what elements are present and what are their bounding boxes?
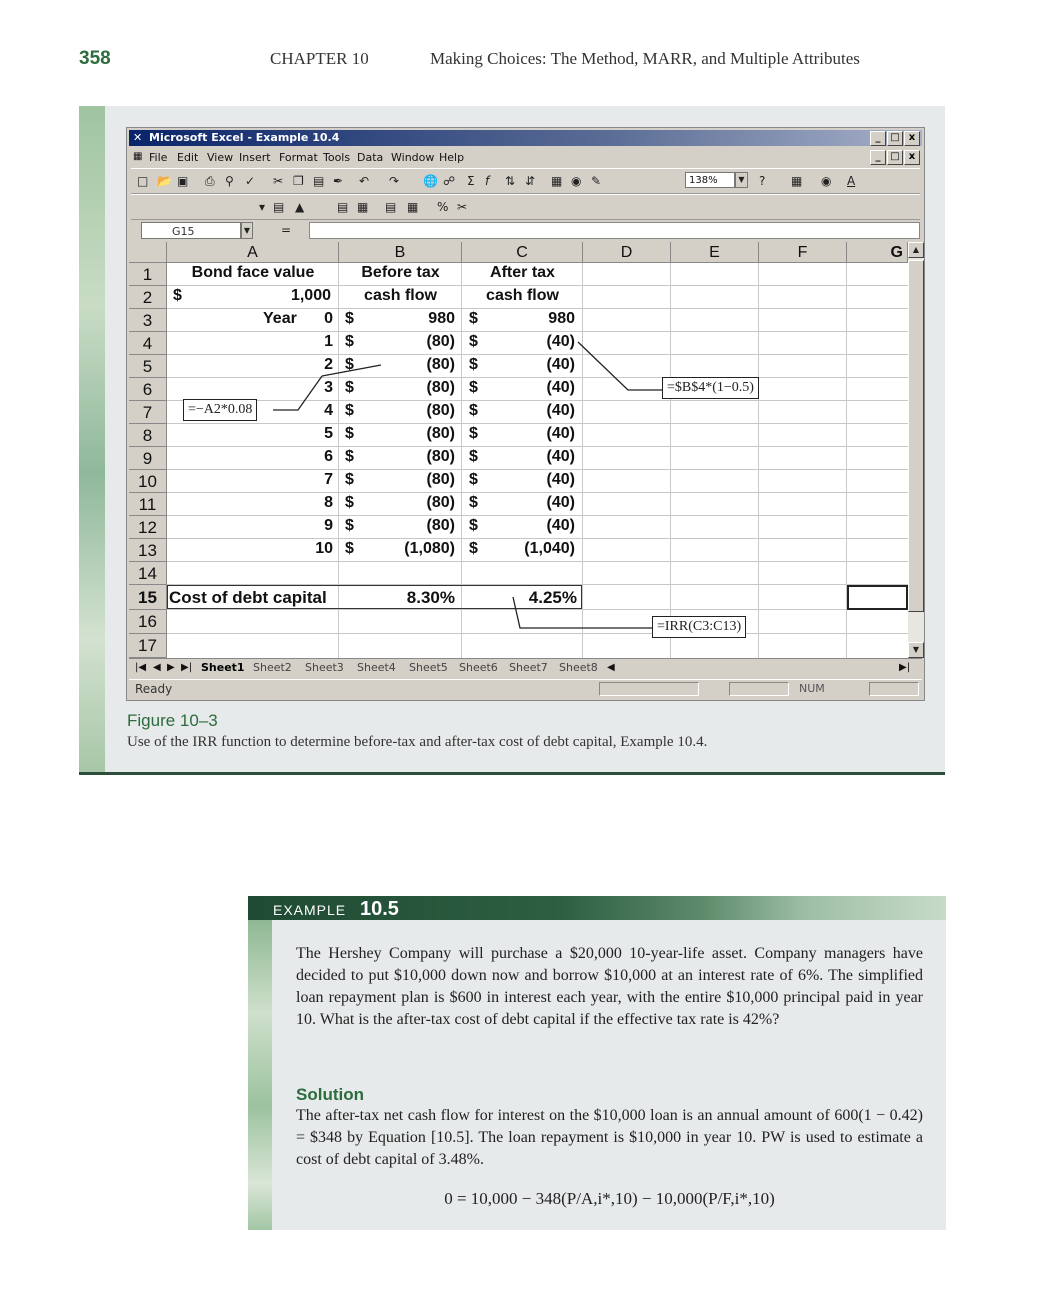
menu-edit[interactable]: Edit xyxy=(177,151,199,164)
row-header[interactable]: 1 xyxy=(129,263,167,286)
row-header[interactable]: 2 xyxy=(129,286,167,309)
menu-help[interactable]: Help xyxy=(439,151,465,164)
row-header[interactable]: 5 xyxy=(129,355,167,378)
row-header[interactable]: 4 xyxy=(129,332,167,355)
cell-year[interactable]: 10 xyxy=(315,540,333,557)
cell-year[interactable]: 4 xyxy=(324,402,333,419)
menu-data[interactable]: Data xyxy=(357,151,384,164)
figure-caption: Use of the IRR function to determine before-tax and after-tax cost of debt capital, Example 10.4. xyxy=(127,734,708,750)
cell-c-value[interactable]: (40) xyxy=(546,517,575,534)
cell-b15[interactable]: 8.30% xyxy=(406,588,455,607)
cell-b-currency[interactable]: $ xyxy=(345,402,354,419)
copy-icon[interactable]: ❐ xyxy=(293,174,304,188)
chart-wizard-icon[interactable]: ▦ xyxy=(551,174,563,188)
cell-b-currency[interactable]: $ xyxy=(345,333,354,350)
row-header[interactable]: 10 xyxy=(129,470,167,493)
scissors-icon[interactable]: ✂ xyxy=(457,200,468,214)
first-sheet-icon[interactable]: |◀ xyxy=(135,662,147,673)
year-label[interactable]: Year xyxy=(263,310,297,327)
cell-b-currency[interactable]: $ xyxy=(345,471,354,488)
audit-icon[interactable]: ▲ xyxy=(295,200,305,214)
function-icon[interactable]: f xyxy=(485,174,490,188)
cell-b-currency[interactable]: $ xyxy=(345,494,354,511)
cell-year[interactable]: 2 xyxy=(324,356,333,373)
paste-options-icon[interactable]: ▤ xyxy=(273,200,285,214)
status-num: NUM xyxy=(799,682,825,695)
chapter-label: CHAPTER 10 xyxy=(270,49,369,68)
cell-b-value[interactable]: (80) xyxy=(426,494,455,511)
sort-ascending-icon[interactable]: ⇅ xyxy=(505,174,516,188)
cell-year[interactable]: 6 xyxy=(324,448,333,465)
column-header-g[interactable]: G xyxy=(847,242,908,263)
spelling-icon[interactable]: ✓ xyxy=(245,174,256,188)
cell-b1[interactable]: Before tax xyxy=(361,264,440,281)
row-header[interactable]: 16 xyxy=(129,610,167,634)
format-painter-icon[interactable]: ✒ xyxy=(333,174,344,188)
cell-c15[interactable]: 4.25% xyxy=(528,588,577,607)
cell-c-currency[interactable]: $ xyxy=(469,448,478,465)
cell-c-value[interactable]: (1,040) xyxy=(524,540,575,557)
menu-insert[interactable]: Insert xyxy=(239,151,271,164)
row-header[interactable]: 17 xyxy=(129,634,167,658)
cell-b-value[interactable]: (80) xyxy=(426,402,455,419)
cell-year[interactable]: 8 xyxy=(324,494,333,511)
cell-c-currency[interactable]: $ xyxy=(469,425,478,442)
cell-b-currency[interactable]: $ xyxy=(345,540,354,557)
figure-label: Figure 10–3 xyxy=(127,711,218,730)
cell-c-currency[interactable]: $ xyxy=(469,379,478,396)
menu-file[interactable]: File xyxy=(149,151,168,164)
paste-icon[interactable]: ▤ xyxy=(313,174,325,188)
example-number: 10.5 xyxy=(360,898,399,920)
scroll-down-icon[interactable]: ▼ xyxy=(908,642,924,658)
cell-year[interactable]: 0 xyxy=(324,310,333,327)
row-header[interactable]: 15 xyxy=(129,585,167,610)
sort-descending-icon[interactable]: ⇵ xyxy=(525,174,536,188)
window-title: Microsoft Excel - Example 10.4 xyxy=(149,131,340,144)
font-color-icon[interactable]: A xyxy=(847,174,856,188)
save-icon[interactable]: ▣ xyxy=(177,174,189,188)
column-header-f[interactable]: F xyxy=(759,242,847,263)
cell-b-currency[interactable]: $ xyxy=(345,356,354,373)
maximize-button[interactable]: □ xyxy=(887,131,903,146)
new-icon[interactable]: □ xyxy=(137,174,149,188)
undo-icon[interactable]: ↶ xyxy=(359,174,370,188)
cell-year[interactable]: 3 xyxy=(324,379,333,396)
cell-c-value[interactable]: 980 xyxy=(548,310,575,327)
cell-a15[interactable]: Cost of debt capital xyxy=(169,588,327,607)
table-icon[interactable]: ▦ xyxy=(407,200,419,214)
cell-b-value[interactable]: 980 xyxy=(428,310,455,327)
row-header[interactable]: 12 xyxy=(129,516,167,539)
doc-close-button[interactable]: x xyxy=(904,150,920,165)
cell-b-value[interactable]: (80) xyxy=(426,379,455,396)
example-banner xyxy=(248,896,946,920)
tab-sheet1[interactable]: Sheet1 xyxy=(201,661,245,674)
chevron-down-icon[interactable]: ▼ xyxy=(735,172,748,188)
column-header-b[interactable]: B xyxy=(339,242,462,263)
align-icon[interactable]: ▦ xyxy=(357,200,369,214)
print-preview-icon[interactable]: ⚲ xyxy=(225,174,234,188)
cell-c2[interactable]: cash flow xyxy=(486,287,559,304)
last-sheet-icon[interactable]: ▶| xyxy=(181,662,193,673)
solution-heading: Solution xyxy=(296,1085,364,1104)
row-header[interactable]: 7 xyxy=(129,401,167,424)
minimize-button[interactable]: _ xyxy=(870,131,886,146)
chapter-title: Making Choices: The Method, MARR, and Multiple Attributes xyxy=(430,49,860,68)
cell-b-value[interactable]: (80) xyxy=(426,448,455,465)
fill-color-icon[interactable]: ◉ xyxy=(821,174,832,188)
tab-scroll-icon[interactable]: ◀ xyxy=(607,662,615,673)
cell-a2-currency[interactable]: $ xyxy=(173,287,182,304)
status-ready: Ready xyxy=(135,682,173,696)
close-button[interactable]: x xyxy=(904,131,920,146)
name-box[interactable]: G15 xyxy=(141,222,241,239)
cell-year[interactable]: 9 xyxy=(324,517,333,534)
cell-c-currency[interactable]: $ xyxy=(469,540,478,557)
callout-irr-formula: =IRR(C3:C13) xyxy=(652,616,746,638)
cell-c-value[interactable]: (40) xyxy=(546,333,575,350)
example-label: EXAMPLE xyxy=(273,902,347,918)
row-header[interactable]: 14 xyxy=(129,562,167,585)
hscroll-right-icon[interactable]: ▶| xyxy=(899,662,911,673)
cell-c-currency[interactable]: $ xyxy=(469,356,478,373)
menu-format[interactable]: Format xyxy=(279,151,318,164)
solution-equation: 0 = 10,000 − 348(P/A,i*,10) − 10,000(P/F,i*,10) xyxy=(444,1189,775,1208)
doc-minimize-button[interactable]: _ xyxy=(870,150,886,165)
cell-year[interactable]: 1 xyxy=(324,333,333,350)
cell-c-currency[interactable]: $ xyxy=(469,333,478,350)
map-icon[interactable]: ◉ xyxy=(571,174,582,188)
cut-icon[interactable]: ✂ xyxy=(273,174,284,188)
cell-a2[interactable]: 1,000 xyxy=(290,287,331,304)
menu-view[interactable]: View xyxy=(207,151,234,164)
row-header[interactable]: 3 xyxy=(129,309,167,332)
tab-sheet6[interactable]: Sheet6 xyxy=(459,661,498,674)
solution-text: The after-tax net cash flow for interest on the $10,000 loan is an annual amount of 600(1 − 0.42) = $348 by Equation [10.5]. The loan repayment is $10,000 in year 10. PW is used to estimate a cost of debt capital of 3.48%. xyxy=(296,1107,923,1168)
cell-c-currency[interactable]: $ xyxy=(469,310,478,327)
cell-c-currency[interactable]: $ xyxy=(469,494,478,511)
callout-b4-formula: =$B$4*(1−0.5) xyxy=(662,377,759,399)
cell-c-value[interactable]: (40) xyxy=(546,425,575,442)
cell-c-value[interactable]: (40) xyxy=(546,494,575,511)
prev-sheet-icon[interactable]: ◀ xyxy=(153,662,161,673)
cell-c-currency[interactable]: $ xyxy=(469,402,478,419)
print-icon[interactable]: ⎙ xyxy=(205,174,215,188)
drawing-icon[interactable]: ✎ xyxy=(591,174,602,188)
cell-b-value[interactable]: (80) xyxy=(426,425,455,442)
excel-app-icon: ✕ xyxy=(133,131,143,144)
help-icon[interactable]: ? xyxy=(759,174,766,188)
cell-c1[interactable]: After tax xyxy=(490,264,555,281)
borders-icon[interactable]: ▦ xyxy=(791,174,803,188)
tab-sheet5[interactable]: Sheet5 xyxy=(409,661,448,674)
cell-b-currency[interactable]: $ xyxy=(345,517,354,534)
decorative-leaf-strip xyxy=(248,920,272,1230)
cell-a1[interactable]: Bond face value xyxy=(191,264,315,281)
dropdown-icon[interactable]: ▾ xyxy=(259,200,266,214)
open-icon[interactable]: 📂 xyxy=(157,174,172,188)
tab-sheet3[interactable]: Sheet3 xyxy=(305,661,344,674)
next-sheet-icon[interactable]: ▶ xyxy=(167,662,175,673)
cell-b-value[interactable]: (80) xyxy=(426,517,455,534)
scroll-up-icon[interactable]: ▲ xyxy=(908,242,924,258)
cell-b-value[interactable]: (80) xyxy=(426,471,455,488)
zoom-select[interactable]: 138% xyxy=(685,172,735,188)
cell-b-currency[interactable]: $ xyxy=(345,310,354,327)
cell-c-currency[interactable]: $ xyxy=(469,517,478,534)
cell-b-currency[interactable]: $ xyxy=(345,425,354,442)
autosum-icon[interactable]: Σ xyxy=(467,174,475,188)
merge-icon[interactable]: ▤ xyxy=(337,200,349,214)
formula-equals: = xyxy=(281,223,292,237)
cell-c-value[interactable]: (40) xyxy=(546,379,575,396)
hyperlink-icon[interactable]: 🌐 xyxy=(423,174,438,188)
example-problem: The Hershey Company will purchase a $20,000 10-year-life asset. Company managers have decided to put $10,000 down now and borrow $10,000 at an interest rate of 6%. The simplified loan repayment plan is $600 in interest each year, with the entire $10,000 principal paid in year 10. What is the after-tax cost of debt capital if the effective tax rate is 42%? xyxy=(296,945,923,1028)
row-header[interactable]: 11 xyxy=(129,493,167,516)
cell-b-value[interactable]: (80) xyxy=(426,333,455,350)
cell-b2[interactable]: cash flow xyxy=(364,287,437,304)
redo-icon[interactable]: ↷ xyxy=(389,174,400,188)
column-header-a[interactable]: A xyxy=(167,242,339,263)
column-header-c[interactable]: C xyxy=(462,242,583,263)
row-header[interactable]: 13 xyxy=(129,539,167,562)
tab-sheet2[interactable]: Sheet2 xyxy=(253,661,292,674)
percent-icon[interactable]: % xyxy=(437,200,449,214)
cell-b-value[interactable]: (80) xyxy=(426,356,455,373)
cell-b-value[interactable]: (1,080) xyxy=(404,540,455,557)
row-header[interactable]: 6 xyxy=(129,378,167,401)
cell-c-value[interactable]: (40) xyxy=(546,356,575,373)
cell-c-currency[interactable]: $ xyxy=(469,471,478,488)
row-header[interactable]: 8 xyxy=(129,424,167,447)
chevron-down-icon[interactable]: ▼ xyxy=(241,222,253,239)
page-number: 358 xyxy=(79,48,111,69)
cell-b-currency[interactable]: $ xyxy=(345,448,354,465)
column-header-d[interactable]: D xyxy=(583,242,671,263)
tab-sheet8[interactable]: Sheet8 xyxy=(559,661,598,674)
cell-c-value[interactable]: (40) xyxy=(546,471,575,488)
tab-sheet4[interactable]: Sheet4 xyxy=(357,661,396,674)
cell-c-value[interactable]: (40) xyxy=(546,402,575,419)
menu-tools[interactable]: Tools xyxy=(323,151,351,164)
menu-window[interactable]: Window xyxy=(391,151,435,164)
cell-b-currency[interactable]: $ xyxy=(345,379,354,396)
column-header-e[interactable]: E xyxy=(671,242,759,263)
doc-restore-button[interactable]: □ xyxy=(887,150,903,165)
cell-year[interactable]: 5 xyxy=(324,425,333,442)
web-toolbar-icon[interactable]: ☍ xyxy=(443,174,456,188)
document-icon[interactable]: ▦ xyxy=(133,151,143,162)
row-header[interactable]: 9 xyxy=(129,447,167,470)
callout-a2-formula: =−A2*0.08 xyxy=(183,399,257,421)
indent-icon[interactable]: ▤ xyxy=(385,200,397,214)
cell-year[interactable]: 7 xyxy=(324,471,333,488)
tab-sheet7[interactable]: Sheet7 xyxy=(509,661,548,674)
cell-c-value[interactable]: (40) xyxy=(546,448,575,465)
